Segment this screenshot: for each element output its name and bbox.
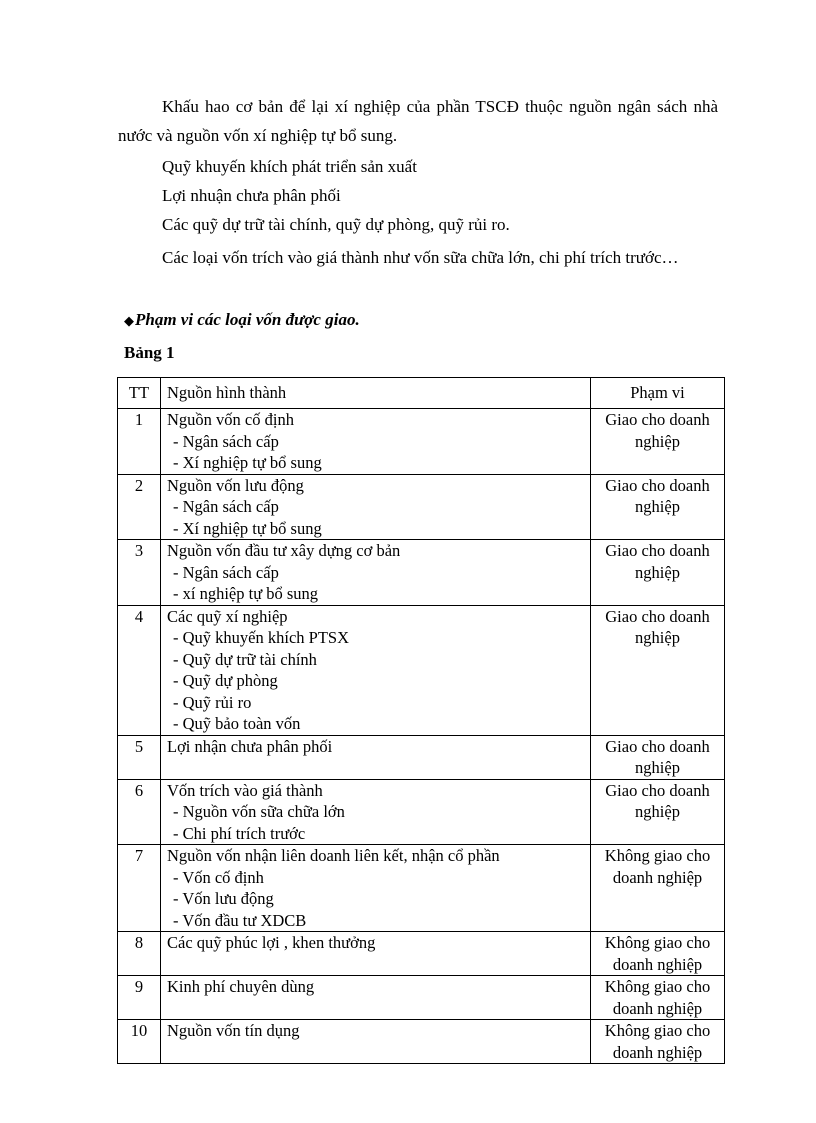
row-source-item: - Ngân sách cấp: [173, 562, 279, 582]
row-source: [161, 779, 591, 845]
row-source-title: Các quỹ xí nghiệp: [167, 606, 288, 626]
row-source-item: - Quỹ dự phòng: [173, 671, 278, 690]
row-number: 7: [118, 845, 161, 932]
row-scope: Giao cho doanh nghiệp: [591, 779, 725, 845]
diamond-bullet-icon: ◆: [124, 313, 134, 328]
row-number: 9: [118, 976, 161, 1020]
row-source-title: Vốn trích vào giá thành: [167, 780, 323, 800]
row-source-title: Nguồn vốn đầu tư xây dựng cơ bản: [167, 541, 401, 560]
intro-paragraph-5: Các loại vốn trích vào giá thành như vốn sữa chữa lớn, chi phí trích trước…: [162, 248, 679, 267]
table-row: [118, 605, 725, 735]
row-source: [161, 845, 591, 932]
row-source: [161, 976, 591, 1020]
row-number: 2: [118, 474, 161, 540]
row-source: [161, 605, 591, 735]
table-body: [118, 409, 725, 1064]
row-scope: Giao cho doanh nghiệp: [591, 474, 725, 540]
intro-paragraph-1: Khấu hao cơ bản để lại xí nghiệp của phần TSCĐ thuộc nguồn ngân sách nhà nước và nguồn vốn xí nghiệp tự bổ sung.: [118, 97, 718, 145]
row-number: 4: [118, 605, 161, 735]
capital-scope-table: [117, 377, 725, 1064]
row-source: [161, 409, 591, 475]
row-source: [161, 474, 591, 540]
row-source-title: Kinh phí chuyên dùng: [167, 977, 315, 996]
header-tt: TT: [118, 378, 161, 409]
intro-line-fund-incentive: Quỹ khuyến khích phát triển sản xuất: [162, 157, 417, 176]
table-row: [118, 474, 725, 540]
row-scope: Giao cho doanh nghiệp: [591, 735, 725, 779]
row-number: 3: [118, 540, 161, 606]
table-viewport: [117, 377, 727, 1062]
row-scope: Không giao cho doanh nghiệp: [591, 1020, 725, 1064]
table-row: [118, 409, 725, 475]
table-row: [118, 540, 725, 606]
row-source-item: - xí nghiệp tự bổ sung: [173, 584, 319, 603]
row-source-item: - Vốn cố định: [173, 867, 264, 887]
table-row: [118, 845, 725, 932]
intro-line-undistributed-profit: Lợi nhuận chưa phân phối: [162, 186, 341, 205]
row-number: 10: [118, 1020, 161, 1064]
row-source-item: - Nguồn vốn sữa chữa lớn: [173, 802, 345, 821]
table-row: [118, 1020, 725, 1064]
row-number: 6: [118, 779, 161, 845]
row-scope: Giao cho doanh nghiệp: [591, 409, 725, 475]
row-source-item: - Xí nghiệp tự bổ sung: [173, 453, 322, 472]
row-scope: Giao cho doanh nghiệp: [591, 605, 725, 735]
row-source: [161, 540, 591, 606]
row-scope: Giao cho doanh nghiệp: [591, 540, 725, 606]
row-source-item: - Vốn đầu tư XDCB: [173, 910, 307, 930]
row-source: [161, 735, 591, 779]
row-source-title: Nguồn vốn tín dụng: [167, 1021, 300, 1040]
row-source-item: - Ngân sách cấp: [173, 431, 279, 451]
row-source-item: - Chi phí trích trước: [173, 823, 306, 843]
row-source-title: Các quỹ phúc lợi , khen thưởng: [167, 933, 376, 952]
row-scope: Không giao cho doanh nghiệp: [591, 845, 725, 932]
row-scope: Không giao cho doanh nghiệp: [591, 932, 725, 976]
table-row: [118, 779, 725, 845]
row-source-title: Lợi nhận chưa phân phối: [167, 736, 333, 756]
row-number: 1: [118, 409, 161, 475]
row-source: [161, 1020, 591, 1064]
row-number: 8: [118, 932, 161, 976]
table-row: [118, 735, 725, 779]
row-source-title: Nguồn vốn nhận liên doanh liên kết, nhận cổ phần: [167, 846, 500, 865]
row-source-item: - Quỹ bảo toàn vốn: [173, 714, 301, 733]
table-row: [118, 976, 725, 1020]
row-source: [161, 932, 591, 976]
header-scope: Phạm vi: [591, 378, 725, 409]
row-source-item: - Vốn lưu động: [173, 889, 274, 908]
row-source-item: - Quỹ dự trữ tài chính: [173, 649, 317, 669]
row-source-title: Nguồn vốn lưu động: [167, 475, 304, 495]
section-heading: [124, 310, 360, 330]
header-source: Nguồn hình thành: [161, 378, 591, 409]
row-source-title: Nguồn vốn cố định: [167, 410, 294, 429]
intro-line-reserve-funds: Các quỹ dự trữ tài chính, quỹ dự phòng, quỹ rủi ro.: [162, 215, 510, 234]
row-source-item: - Ngân sách cấp: [173, 497, 279, 516]
table-caption: Bảng 1: [124, 343, 175, 362]
section-heading-text: Phạm vi các loại vốn được giao.: [135, 310, 360, 329]
row-scope: Không giao cho doanh nghiệp: [591, 976, 725, 1020]
row-number: 5: [118, 735, 161, 779]
table-header-row: [118, 378, 725, 409]
row-source-item: - Xí nghiệp tự bổ sung: [173, 518, 322, 538]
table-row: [118, 932, 725, 976]
row-source-item: - Quỹ khuyến khích PTSX: [173, 628, 349, 647]
row-source-item: - Quỹ rủi ro: [173, 692, 252, 712]
